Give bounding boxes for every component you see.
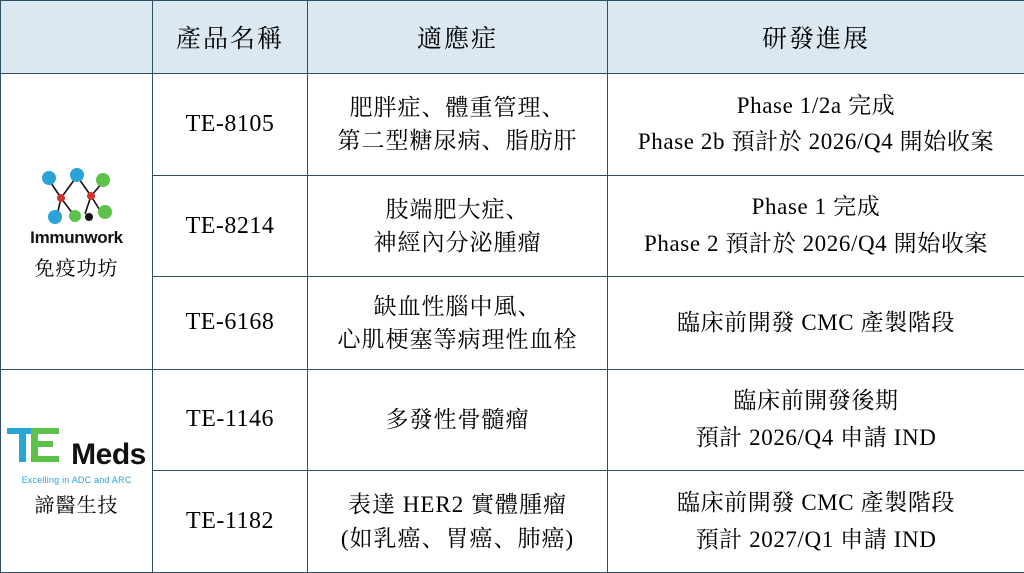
product-name: TE-6168 — [153, 277, 308, 369]
progress-cell — [608, 471, 1024, 573]
table-row — [1, 471, 1024, 573]
progress-line: Phase 2b 預計於 2026/Q4 開始收案 — [637, 129, 995, 155]
progress-line: 臨床前開發後期 — [733, 388, 899, 414]
progress-cell — [608, 369, 1024, 471]
indication-cell — [308, 74, 608, 176]
table-row — [1, 369, 1024, 471]
indication-line: 多發性骨髓瘤 — [385, 407, 530, 433]
company-logo-temeds — [1, 369, 153, 572]
progress-line: 預計 2026/Q4 申請 IND — [695, 424, 937, 450]
temeds-wordmark — [7, 424, 146, 472]
progress-line: Phase 1 完成 — [751, 194, 881, 220]
progress-cell — [608, 175, 1024, 277]
te-monogram-icon — [7, 424, 69, 464]
header-product-name: 產品名稱 — [153, 1, 308, 74]
product-name: TE-1182 — [153, 471, 308, 573]
table-body — [1, 74, 1024, 573]
progress-cell — [608, 74, 1024, 176]
indication-cell — [308, 175, 608, 277]
table-header — [1, 1, 1024, 74]
molecule-network-icon — [29, 162, 125, 226]
indication-line: 心肌梗塞等病理性血栓 — [337, 326, 578, 352]
indication-cell — [308, 369, 608, 471]
header-row — [1, 1, 1024, 74]
product-name: TE-8105 — [153, 74, 308, 176]
product-name: TE-1146 — [153, 369, 308, 471]
indication-line: 表達 HER2 實體腫瘤 — [348, 492, 567, 518]
header-logo — [1, 1, 153, 74]
company-chinese-temeds: 諦醫生技 — [34, 494, 119, 517]
company-logo-immunwork — [1, 74, 153, 370]
progress-line: Phase 2 預計於 2026/Q4 開始收案 — [643, 231, 989, 256]
indication-line: 神經內分泌腫瘤 — [373, 230, 542, 255]
progress-line: 臨床前開發 CMC 產製階段 — [676, 309, 956, 335]
table-row — [1, 74, 1024, 176]
product-name: TE-8214 — [153, 175, 308, 277]
table-row — [1, 175, 1024, 277]
indication-cell — [308, 277, 608, 369]
progress-line: 預計 2027/Q1 申請 IND — [695, 526, 937, 552]
indication-line: 肢端肥大症、 — [385, 196, 530, 222]
progress-line: 臨床前開發 CMC 產製階段 — [676, 489, 956, 515]
temeds-brand-text: Meds — [71, 437, 146, 471]
progress-cell — [608, 277, 1024, 369]
company-brand-immunwork: Immunwork — [30, 227, 123, 247]
company-chinese-immunwork: 免疫功坊 — [34, 257, 119, 280]
indication-line: (如乳癌、胃癌、肺癌) — [340, 525, 575, 551]
indication-line: 肥胖症、體重管理、 — [349, 94, 566, 120]
table-row — [1, 277, 1024, 369]
indication-cell — [308, 471, 608, 573]
header-progress: 研發進展 — [608, 1, 1024, 74]
progress-line: Phase 1/2a 完成 — [736, 92, 896, 118]
company-tagline: Excelling in ADC and ARC — [21, 474, 132, 485]
header-indication: 適應症 — [308, 1, 608, 74]
indication-line: 第二型糖尿病、脂肪肝 — [337, 128, 578, 154]
indication-line: 缺血性腦中風、 — [373, 293, 542, 319]
